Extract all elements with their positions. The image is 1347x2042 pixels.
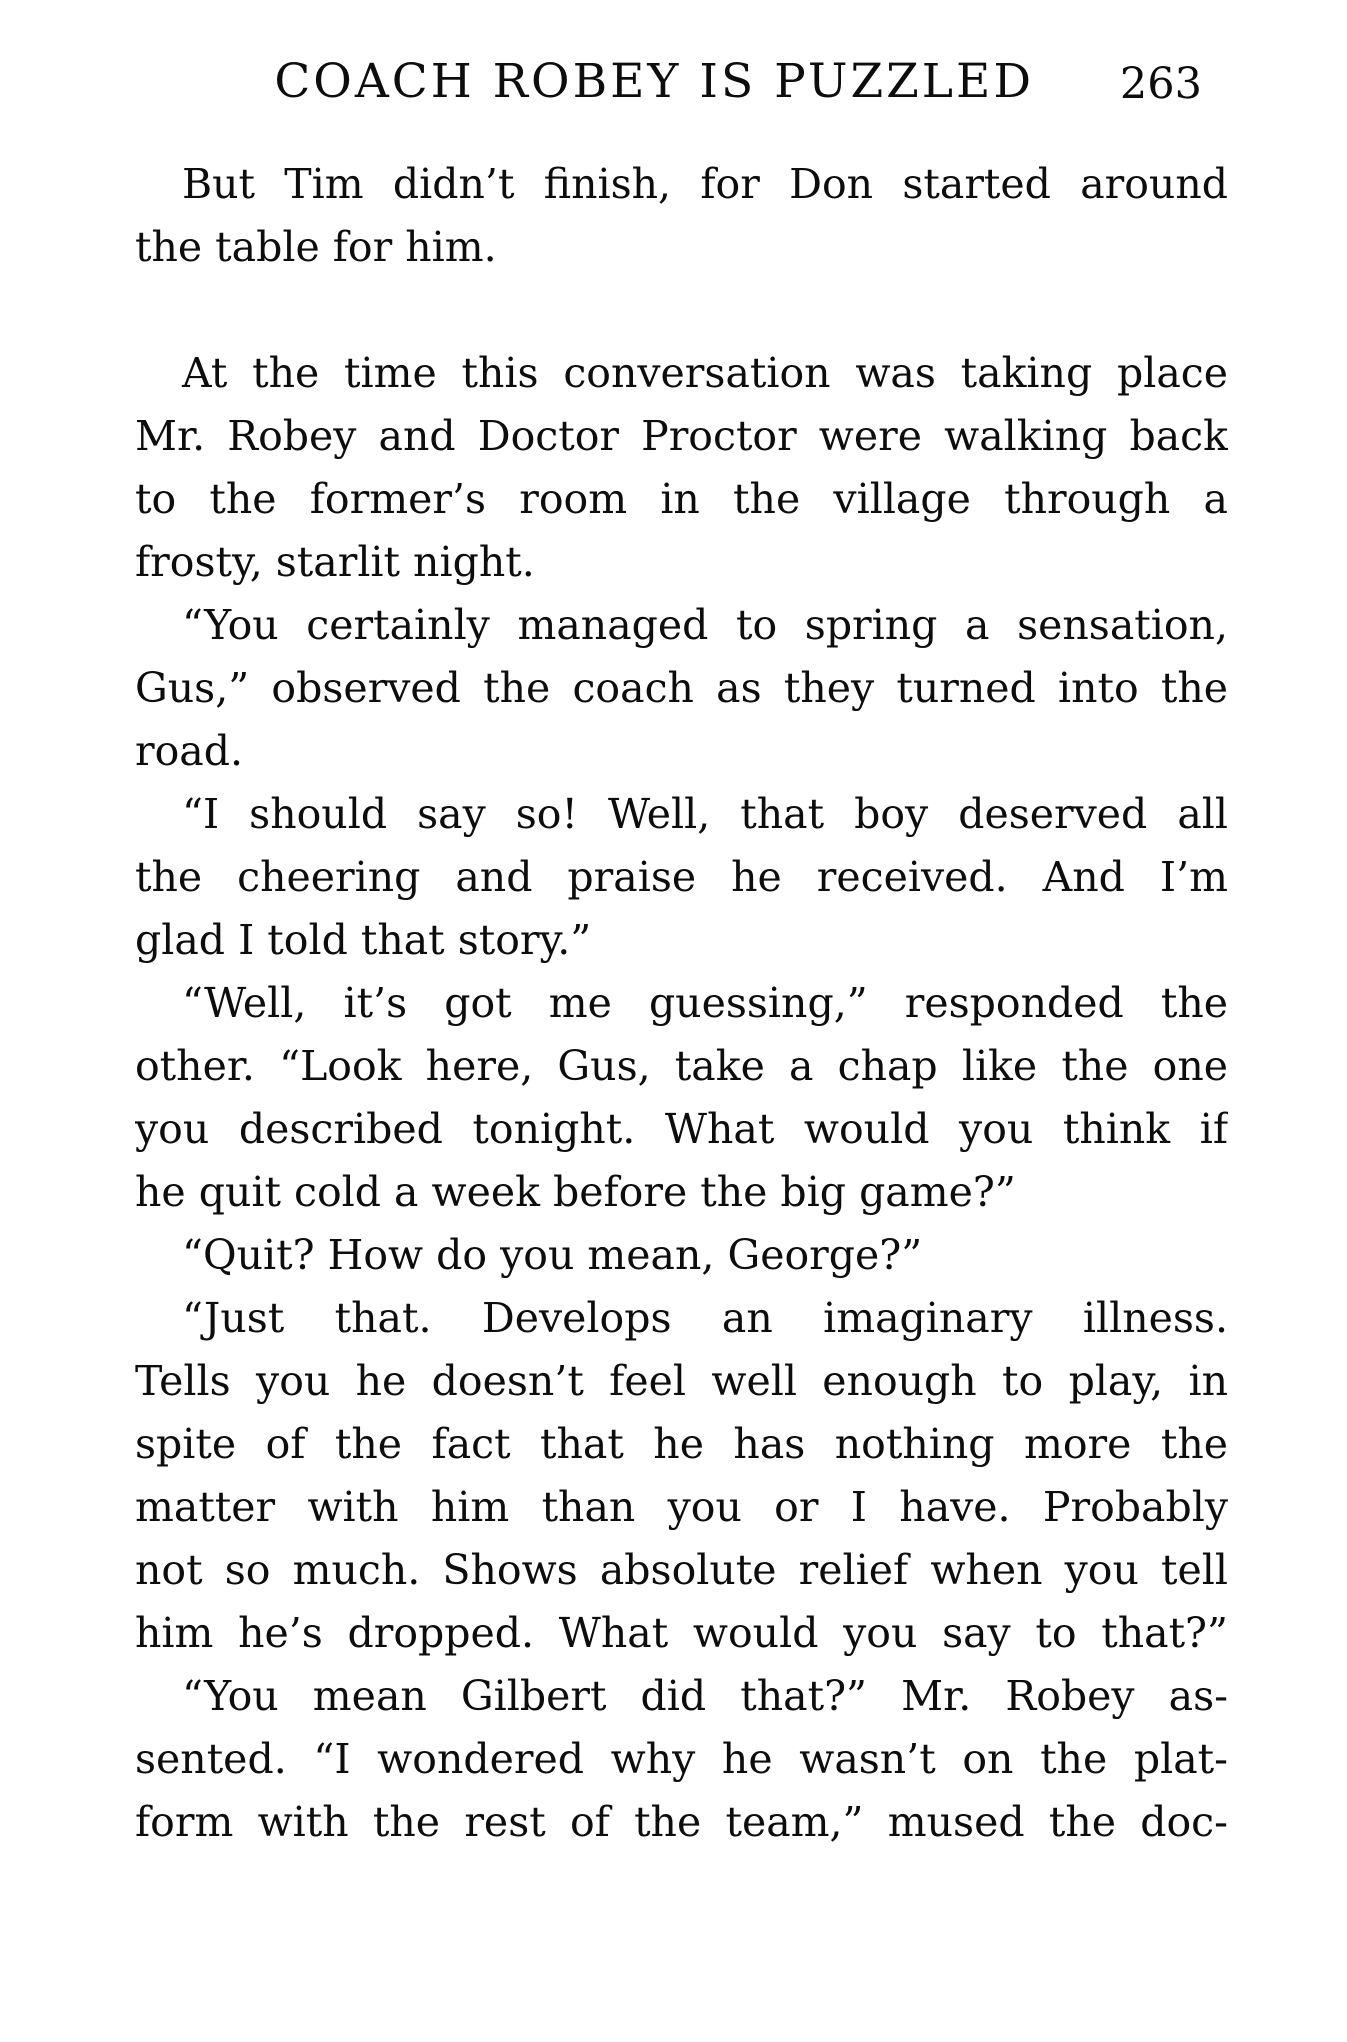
running-title: COACH ROBEY IS PUZZLED	[274, 54, 1035, 109]
paragraph	[135, 1665, 1228, 1854]
text-line: At the time this conversation was taking place	[182, 349, 1228, 397]
text-line: glad I told that story.”	[135, 916, 592, 964]
text-line: “Well, it’s got me guessing,” responded the	[182, 979, 1228, 1027]
text-line: Gus,” observed the coach as they turned into the	[135, 664, 1228, 712]
text-line: sented. “I wondered why he wasn’t on the plat-	[135, 1735, 1228, 1783]
text-line: spite of the fact that he has nothing more the	[135, 1420, 1228, 1468]
page-number: 263	[1119, 59, 1202, 109]
paragraph	[135, 783, 1228, 972]
text-line: the cheering and praise he received. And I’m	[135, 853, 1228, 901]
text-line: he quit cold a week before the big game?”	[135, 1168, 1016, 1216]
text-line: “You mean Gilbert did that?” Mr. Robey as-	[182, 1672, 1228, 1720]
text-line: Tells you he doesn’t feel well enough to play, in	[135, 1357, 1228, 1405]
page-text	[135, 153, 1228, 1854]
text-line: “You certainly managed to spring a sensation,	[182, 601, 1228, 649]
paragraph	[135, 594, 1228, 783]
text-line: “Just that. Develops an imaginary illness.	[182, 1294, 1228, 1342]
text-line: Mr. Robey and Doctor Proctor were walking back	[135, 412, 1228, 460]
paragraph	[135, 1287, 1228, 1665]
text-line: not so much. Shows absolute relief when you tell	[135, 1546, 1228, 1594]
text-line: other. “Look here, Gus, take a chap like the one	[135, 1042, 1228, 1090]
text-line: “Quit? How do you mean, George?”	[182, 1231, 923, 1279]
text-line: him he’s dropped. What would you say to that?”	[135, 1609, 1228, 1657]
text-line: the table for him.	[135, 223, 497, 271]
text-line: form with the rest of the team,” mused the doc-	[135, 1798, 1228, 1846]
paragraph	[135, 342, 1228, 594]
paragraph	[135, 1224, 1228, 1287]
paragraph	[135, 972, 1228, 1224]
text-line: frosty, starlit night.	[135, 538, 535, 586]
text-line: matter with him than you or I have. Probably	[135, 1483, 1228, 1531]
paragraph	[135, 153, 1228, 279]
text-line: you described tonight. What would you think if	[135, 1105, 1228, 1153]
text-line: road.	[135, 727, 244, 775]
page-header	[135, 56, 1228, 110]
text-line: to the former’s room in the village through a	[135, 475, 1228, 523]
text-line: But Tim didn’t finish, for Don started around	[182, 160, 1228, 208]
text-line: “I should say so! Well, that boy deserved all	[182, 790, 1228, 838]
